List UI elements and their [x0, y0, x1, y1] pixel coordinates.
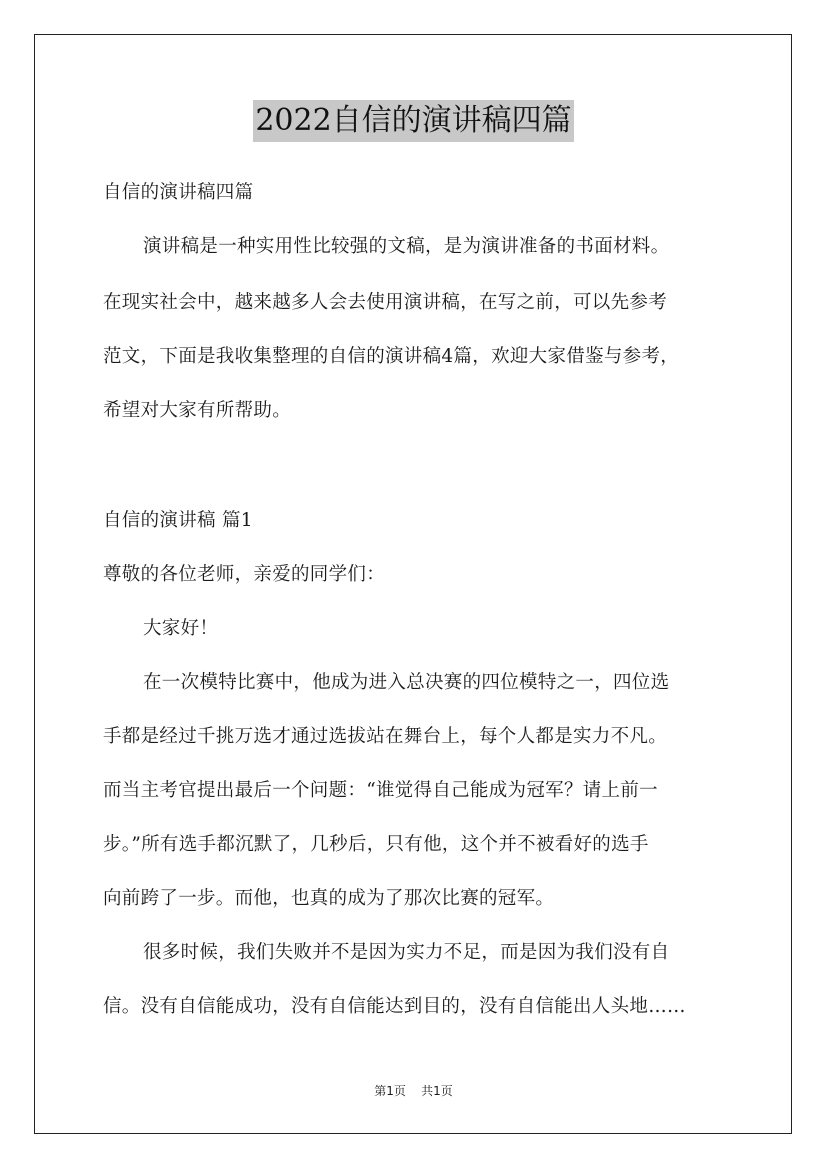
paragraph1-line-1: 在一次模特比赛中，他成为进入总决赛的四位模特之一，四位选	[143, 672, 670, 693]
greeting: 大家好！	[143, 618, 219, 639]
paragraph1-line-5: 向前跨了一步。而他，也真的成为了那次比赛的冠军。	[103, 888, 555, 909]
page-number: 第1页	[374, 1084, 406, 1098]
intro-line-4: 希望对大家有所帮助。	[103, 400, 292, 421]
paragraph2-line-2: 信。没有自信能成功，没有自信能达到目的，没有自信能出人头地……	[103, 996, 686, 1017]
paragraph1-line-2: 手都是经过千挑万选才通过选拔站在舞台上，每个人都是实力不凡。	[103, 726, 668, 747]
paragraph1-line-4: 步。”所有选手都沉默了，几秒后，只有他，这个并不被看好的选手	[103, 834, 649, 855]
intro-line-3: 范文，下面是我收集整理的自信的演讲稿4篇，欢迎大家借鉴与参考，	[103, 346, 680, 367]
salutation: 尊敬的各位老师，亲爱的同学们：	[103, 564, 386, 585]
paragraph1-line-3: 而当主考官提出最后一个问题：“谁觉得自己能成为冠军？请上前一	[103, 780, 658, 801]
section-heading: 自信的演讲稿 篇1	[103, 510, 253, 531]
page-total: 共1页	[421, 1084, 453, 1098]
intro-line-2: 在现实社会中，越来越多人会去使用演讲稿，在写之前，可以先参考	[103, 292, 668, 313]
title-block	[0, 100, 827, 142]
paragraph2-line-1: 很多时候，我们失败并不是因为实力不足，而是因为我们没有自	[143, 942, 670, 963]
page-footer	[0, 1083, 827, 1099]
document-subtitle: 自信的演讲稿四篇	[103, 182, 254, 203]
intro-line-1: 演讲稿是一种实用性比较强的文稿，是为演讲准备的书面材料。	[143, 236, 670, 257]
document-title: 2022自信的演讲稿四篇	[253, 100, 573, 142]
